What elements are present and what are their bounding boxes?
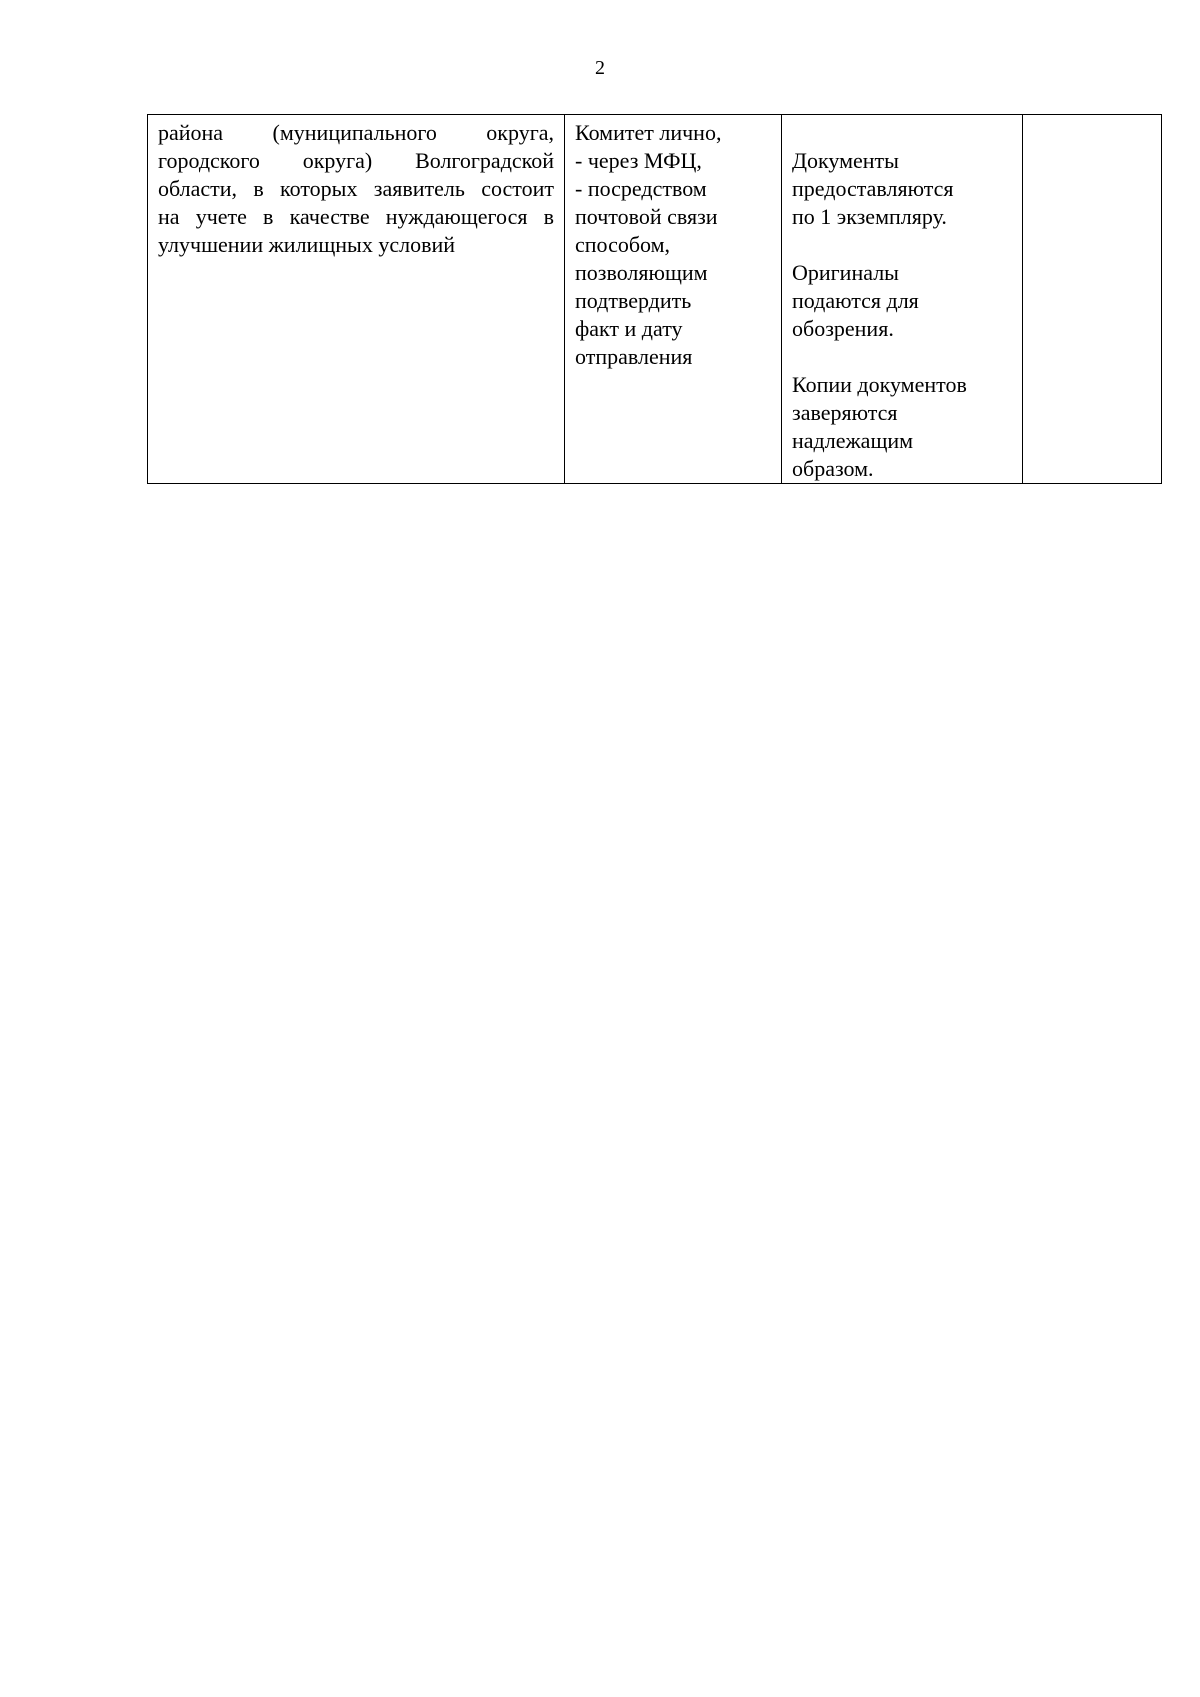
text-line: - через МФЦ, (575, 148, 702, 173)
text-line: позволяющим (575, 260, 708, 285)
text-line: городского округа) Волгоградской (158, 148, 554, 173)
page-number: 2 (595, 57, 605, 79)
text-line: района (муниципального округа, (158, 120, 554, 145)
text-line: отправления (575, 344, 693, 369)
text-line: подаются для (792, 288, 919, 313)
text-line: на учете в качестве нуждающегося в (158, 204, 554, 229)
text-line: улучшении жилищных условий (158, 232, 455, 257)
text-line: по 1 экземпляру. (792, 204, 947, 229)
text-line: заверяются (792, 400, 898, 425)
text-line: надлежащим (792, 428, 914, 453)
text-line: Оригиналы (792, 260, 899, 285)
text-line: факт и дату (575, 316, 683, 341)
text-line: Комитет лично, (575, 120, 722, 145)
spacer (792, 119, 1012, 147)
table-cell-description (148, 115, 565, 484)
text-line: - посредством (575, 176, 707, 201)
text-line: Документы (792, 148, 899, 173)
text-line: почтовой связи (575, 204, 718, 229)
text-line: обозрения. (792, 316, 894, 341)
spacer (792, 231, 1012, 259)
document-table (147, 114, 1162, 484)
text-line: области, в которых заявитель состоит (158, 176, 554, 201)
table-cell-empty (1023, 115, 1162, 484)
text-line: образом. (792, 456, 874, 481)
text-line: Копии документов (792, 372, 967, 397)
table-cell-submission-method (565, 115, 782, 484)
spacer (792, 343, 1012, 371)
table-row (148, 115, 1162, 484)
text-line: способом, (575, 232, 671, 257)
text-line: предоставляются (792, 176, 954, 201)
table-cell-requirements (782, 115, 1023, 484)
text-line: подтвердить (575, 288, 692, 313)
